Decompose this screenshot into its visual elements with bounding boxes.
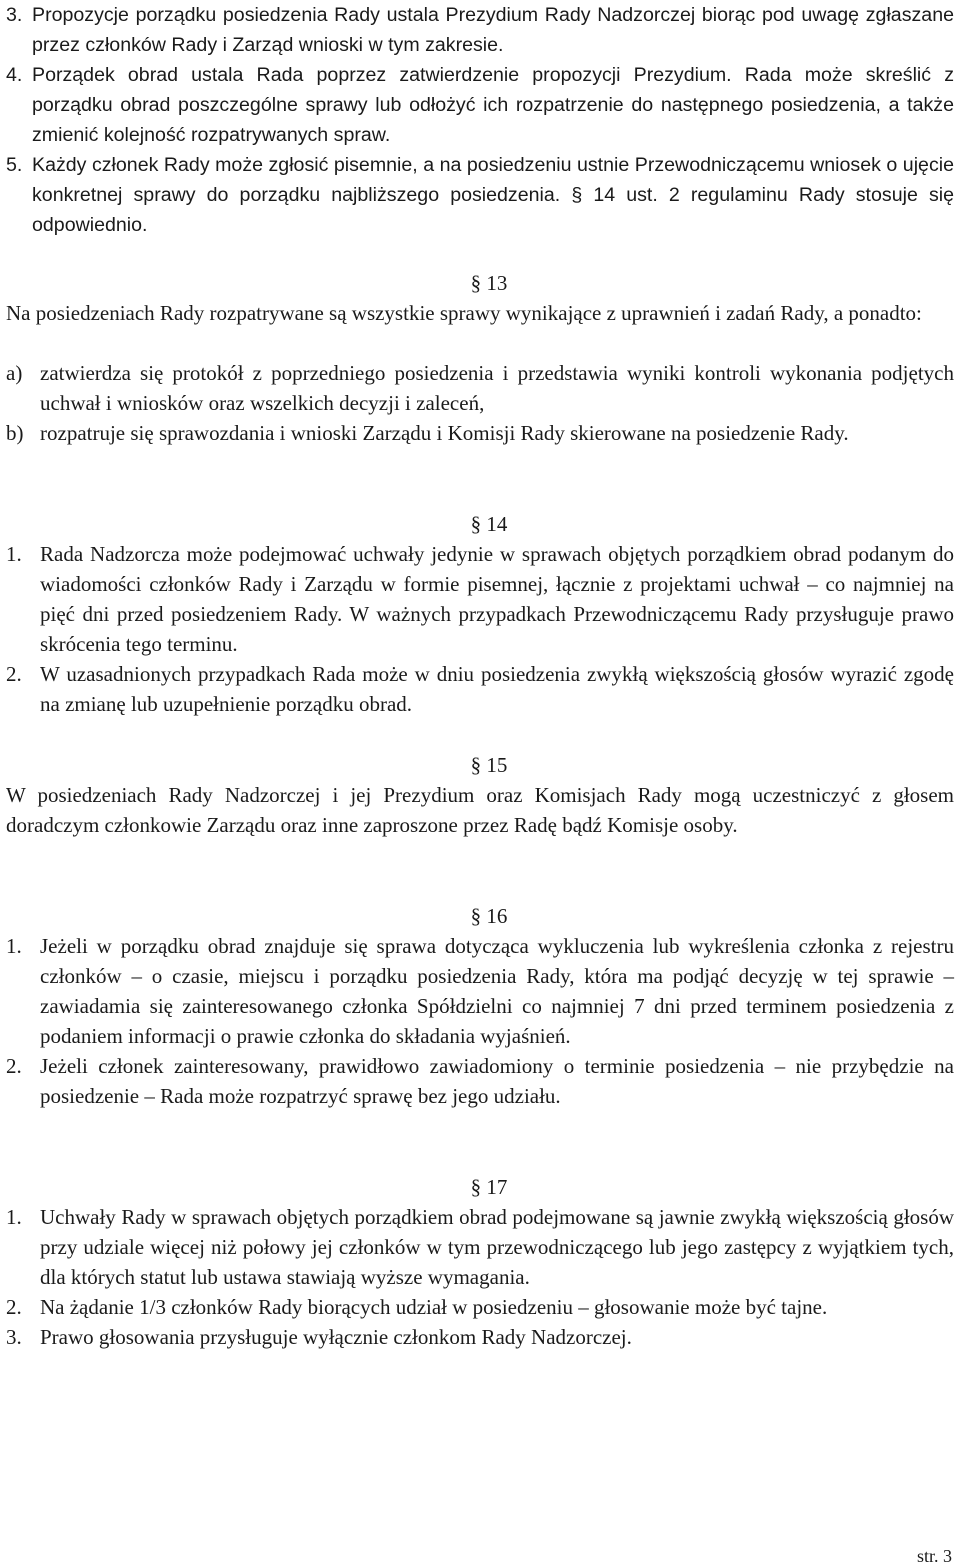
section-13-intro: Na posiedzeniach Rady rozpatrywane są wszystkie sprawy wynikające z uprawnień i zadań Rady, a ponadto: bbox=[6, 301, 922, 325]
section-heading-17: § 17 bbox=[470, 1175, 508, 1199]
intro-list bbox=[6, 0, 954, 240]
section-heading-15: § 15 bbox=[470, 753, 508, 777]
section-16-list bbox=[6, 931, 954, 1111]
list-item: 1. Rada Nadzorcza może podejmować uchwały jedynie w sprawach objętych porządkiem obrad podanym do wiadomości członków Rady i Zarządu w formie pisemnej, łącznie z projektami uchwał – co najmniej na pięć dni przed posiedzeniem Rady. W ważnych przypadkach Przewodniczącemu Rady przysługuje prawo skrócenia tego terminu. bbox=[6, 542, 954, 656]
section-heading-13: § 13 bbox=[470, 271, 508, 295]
list-item: 4. Porządek obrad ustala Rada poprzez zatwierdzenie propozycji Prezydium. Rada może skreślić z porządku obrad poszczególne sprawy lub odłożyć ich rozpatrzenie do następnego posiedzenia, a także zmienić kolejność rozpatrywanych spraw. bbox=[6, 64, 954, 146]
list-item: 1. Uchwały Rady w sprawach objętych porządkiem obrad podejmowane są jawnie zwykłą większością głosów przy udziale więcej niż połowy jej członków w tym przewodniczącego lub jego zastępcy z wyjątkiem tych, dla których statut lub ustawa stawiają wyższe wymagania. bbox=[6, 1205, 954, 1289]
section-heading-14: § 14 bbox=[470, 512, 508, 536]
section-heading-16: § 16 bbox=[470, 904, 508, 928]
list-item: b) rozpatruje się sprawozdania i wnioski Zarządu i Komisji Rady skierowane na posiedzenie Rady. bbox=[6, 421, 849, 445]
section-14-list bbox=[6, 539, 954, 719]
list-item: 2. W uzasadnionych przypadkach Rada może w dniu posiedzenia zwykłą większością głosów wyrazić zgodę na zmianę lub uzupełnienie porządku obrad. bbox=[6, 662, 954, 716]
section-13-list bbox=[6, 358, 954, 448]
list-item: 2. Jeżeli członek zainteresowany, prawidłowo zawiadomiony o terminie posiedzenia – nie przybędzie na posiedzenie – Rada może rozpatrzyć sprawę bez jego udziału. bbox=[6, 1054, 954, 1108]
list-item: a) zatwierdza się protokół z poprzedniego posiedzenia i przedstawia wyniki kontroli wykonania podjętych uchwał i wniosków oraz wszelkich decyzji i zaleceń, bbox=[6, 361, 954, 415]
list-item: 1. Jeżeli w porządku obrad znajduje się sprawa dotycząca wykluczenia lub wykreślenia członka z rejestru członków – o czasie, miejscu i porządku posiedzenia Rady, która ma podjąć decyzję w tej sprawie – zawiadamia się zainteresowanego członka Spółdzielni co najmniej 7 dni przed terminem posiedzenia z podaniem informacji o prawie członka do składania wyjaśnień. bbox=[6, 934, 954, 1048]
section-15-text: W posiedzeniach Rady Nadzorczej i jej Prezydium oraz Komisjach Rady mogą uczestniczyć z głosem doradczym członkowie Zarządu oraz inne zaproszone przez Radę bądź Komisje osoby. bbox=[6, 783, 954, 837]
list-item: 3. Propozycje porządku posiedzenia Rady ustala Prezydium Rady Nadzorczej biorąc pod uwagę zgłaszane przez członków Rady i Zarząd wnioski w tym zakresie. bbox=[6, 4, 954, 56]
list-item: 3. Prawo głosowania przysługuje wyłącznie członkom Rady Nadzorczej. bbox=[6, 1325, 632, 1349]
page-number: str. 3 bbox=[916, 1546, 952, 1566]
list-item: 2. Na żądanie 1/3 członków Rady biorących udział w posiedzeniu – głosowanie może być tajne. bbox=[6, 1295, 828, 1319]
section-17-list bbox=[6, 1202, 954, 1352]
document-page bbox=[6, 0, 954, 1568]
list-item: 5. Każdy członek Rady może zgłosić pisemnie, a na posiedzeniu ustnie Przewodniczącemu wniosek o ujęcie konkretnej sprawy do porządku najbliższego posiedzenia. § 14 ust. 2 regulaminu Rady stosuje się odpowiednio. bbox=[6, 154, 954, 236]
